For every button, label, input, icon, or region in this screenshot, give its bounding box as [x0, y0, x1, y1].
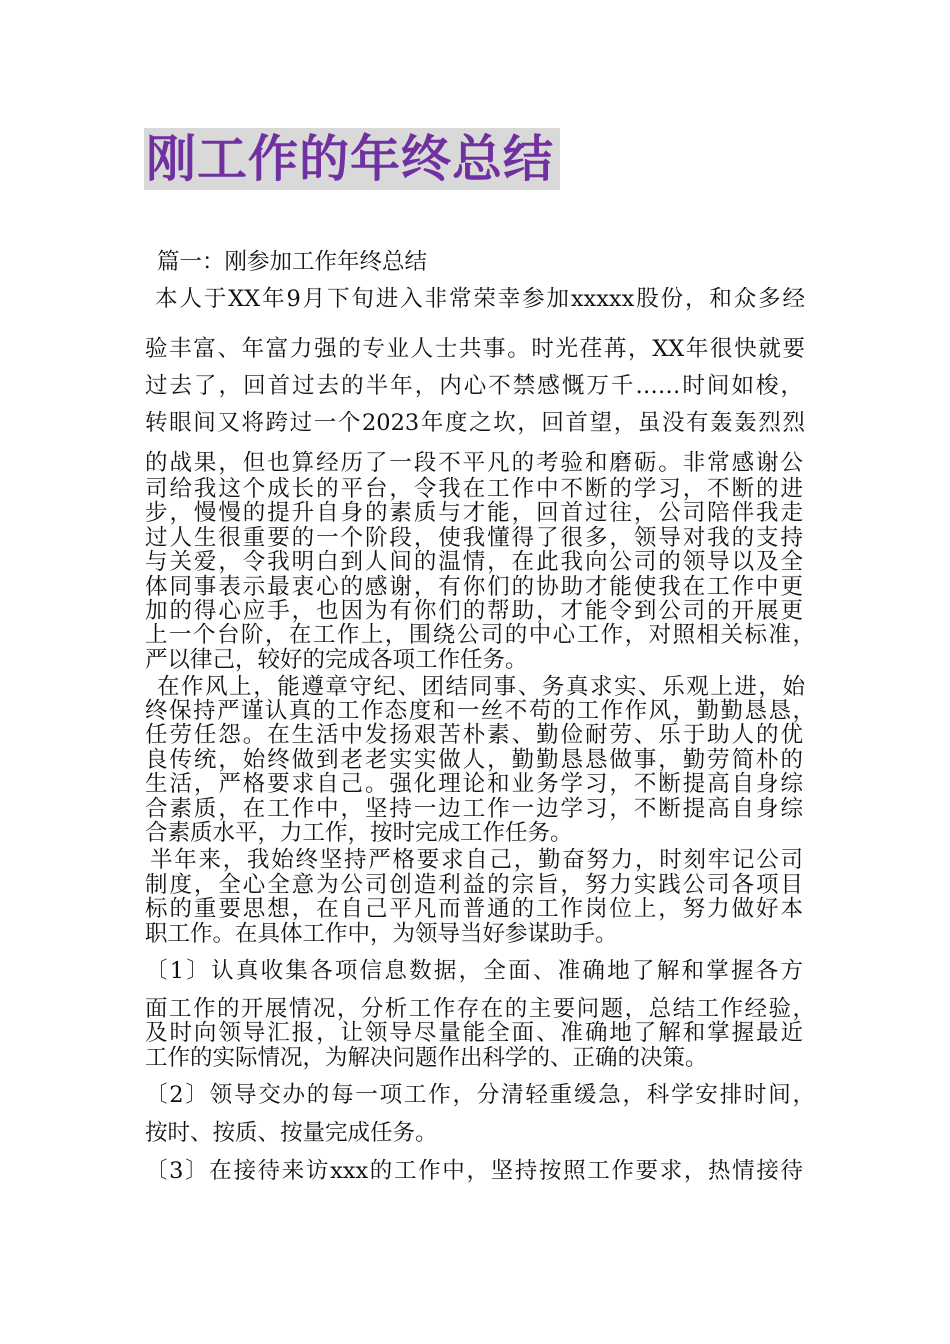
- text-line: 良传统，始终做到老老实实做人，勤勤恳恳做事，勤劳简朴的: [145, 747, 803, 773]
- text-line: 体同事表示最衷心的感谢，有你们的协助才能使我在工作中更: [145, 574, 803, 600]
- list-item-3: 〔3〕在接待来访xxx的工作中，坚持按照工作要求，热情接待: [145, 1158, 803, 1184]
- text-line: 在作风上，能遵章守纪、团结同事、务真求实、乐观上进，始: [157, 674, 805, 700]
- text-line: 与关爱，令我明白到人间的温情，在此我向公司的领导以及全: [145, 549, 803, 575]
- text-line: 生活，严格要求自己。强化理论和业务学习，不断提高自身综: [145, 771, 803, 797]
- text-line: 加的得心应手，也因为有你们的帮助，才能令到公司的开展更: [145, 598, 803, 624]
- text-line: 过人生很重要的一个阶段，使我懂得了很多，领导对我的支持: [145, 525, 803, 551]
- text-line: 验丰富、年富力强的专业人士共事。时光荏苒，XX年很快就要: [145, 336, 805, 362]
- text-line: 终保持严谨认真的工作态度和一丝不苟的工作作风，勤勤恳恳，: [145, 698, 815, 724]
- list-item-2: 〔2〕领导交办的每一项工作，分清轻重缓急，科学安排时间，: [145, 1082, 815, 1108]
- text-line: 面工作的开展情况，分析工作存在的主要问题，总结工作经验，: [145, 996, 815, 1022]
- text-line: 标的重要思想，在自己平凡而普通的工作岗位上，努力做好本: [145, 896, 803, 922]
- text-line: 过去了，回首过去的半年，内心不禁感慨万千……时间如梭，: [145, 373, 803, 399]
- text-line: 任劳任怨。在生活中发扬艰苦朴素、勤俭耐劳、乐于助人的优: [145, 722, 803, 748]
- text-line: 步，慢慢的提升自身的素质与才能，回首过往，公司陪伴我走: [145, 500, 803, 526]
- text-line: 本人于XX年9月下旬进入非常荣幸参加xxxxx股份，和众多经: [155, 286, 805, 312]
- section-heading: 篇一：刚参加工作年终总结: [157, 249, 428, 275]
- text-line: 职工作。在具体工作中，为领导当好参谋助手。: [145, 921, 618, 947]
- document-title: 刚工作的年终总结: [144, 128, 560, 190]
- text-line: 半年来，我始终坚持严格要求自己，勤奋努力，时刻牢记公司: [150, 847, 803, 873]
- text-line: 制度，全心全意为公司创造利益的宗旨，努力实践公司各项目: [145, 872, 803, 898]
- text-line: 的战果，但也算经历了一段不平凡的考验和磨砺。非常感谢公: [145, 450, 803, 476]
- text-line: 工作的实际情况，为解决问题作出科学的、正确的决策。: [145, 1045, 708, 1071]
- text-line: 合素质，在工作中，坚持一边工作一边学习，不断提高自身综: [145, 796, 803, 822]
- text-line: 转眼间又将跨过一个2023年度之坎，回首望，虽没有轰轰烈烈: [145, 410, 805, 436]
- text-line: 严以律己，较好的完成各项工作任务。: [145, 647, 528, 673]
- text-line: 司给我这个成长的平台，令我在工作中不断的学习，不断的进: [145, 476, 803, 502]
- list-item-1: 〔1〕认真收集各项信息数据，全面、准确地了解和掌握各方: [145, 958, 803, 984]
- text-line: 按时、按质、按量完成任务。: [145, 1120, 438, 1146]
- text-line: 上一个台阶，在工作上，围绕公司的中心工作，对照相关标准，: [145, 622, 815, 648]
- text-line: 及时向领导汇报，让领导尽量能全面、准确地了解和掌握最近: [145, 1020, 803, 1046]
- text-line: 合素质水平，力工作，按时完成工作任务。: [145, 820, 573, 846]
